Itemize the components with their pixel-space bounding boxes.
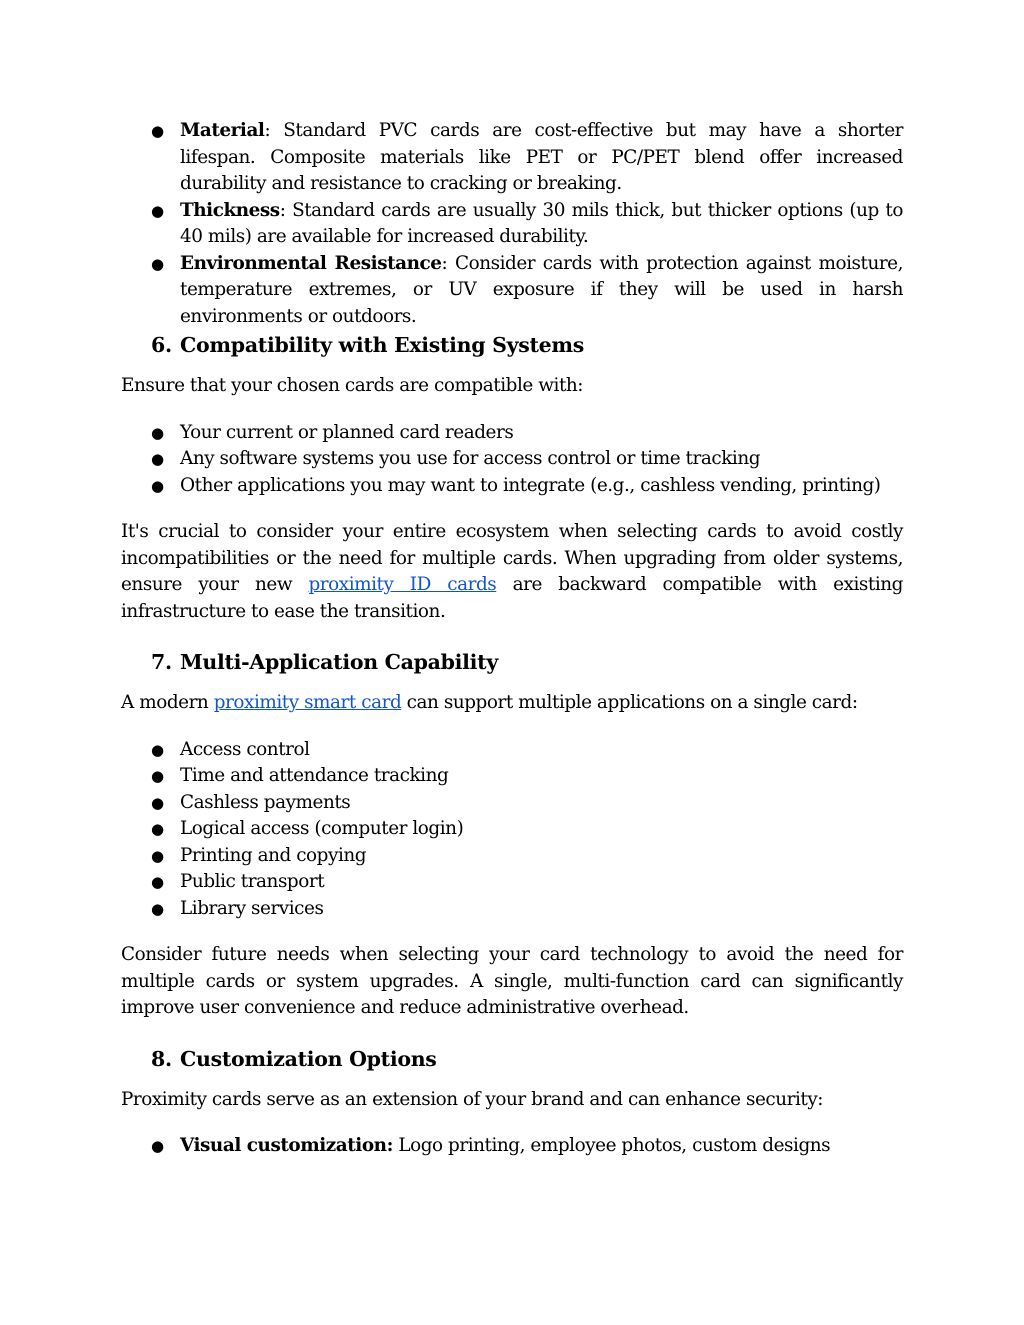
- list-item: [121, 446, 903, 473]
- list-item: [121, 843, 903, 870]
- list-item: [121, 198, 903, 251]
- section-6-intro: Ensure that your chosen cards are compatible with:: [121, 375, 584, 396]
- bullet-icon: ●: [151, 740, 164, 759]
- section-6-paragraph: [121, 519, 903, 625]
- bullet-icon: ●: [151, 873, 164, 891]
- list-item-text: Access control: [180, 738, 310, 760]
- bullet-icon: ●: [151, 122, 164, 140]
- paragraph-text: A modern: [121, 692, 214, 713]
- list-item: [121, 790, 903, 817]
- section-7-intro: [121, 690, 903, 717]
- section-number: 6.: [151, 333, 172, 357]
- list-item: [121, 869, 903, 896]
- bullet-icon: ●: [151, 201, 164, 220]
- paragraph-text: can support multiple applications on a single card:: [401, 692, 858, 713]
- list-item-text: : Standard PVC cards are cost-effective but may have a shorter lifespan. Composite materials like PET or PC/PET blend offer increased durability and resistance to cracking or breaking.: [180, 120, 903, 194]
- bullet-icon: ●: [151, 423, 164, 442]
- list-item-text: Time and attendance tracking: [180, 765, 449, 786]
- document-page: [121, 118, 903, 1160]
- section-title: Customization Options: [180, 1046, 437, 1071]
- proximity-id-cards-link[interactable]: proximity ID cards: [308, 574, 497, 595]
- section-7-heading: [121, 647, 903, 677]
- list-item-text: : Consider cards with protection against moisture, temperature extremes, or UV exposure if they will be used in harsh environments or outdoors.: [180, 252, 904, 327]
- list-item-text: Cashless payments: [180, 791, 351, 813]
- bullet-icon: ●: [151, 846, 164, 865]
- paragraph-text: It's crucial to consider your entire ecosystem when selecting cards to avoid costly incompatibilities or the need for multiple cards. When upgrading from older systems, ensure your new: [121, 521, 903, 595]
- list-item: [121, 118, 903, 198]
- section-title: Compatibility with Existing Systems: [180, 333, 585, 357]
- section-number: 7.: [151, 650, 172, 674]
- bullet-icon: ●: [151, 899, 164, 918]
- list-item-label: Visual customization:: [180, 1135, 393, 1156]
- list-item-text: Your current or planned card readers: [180, 421, 514, 443]
- list-item-text: Library services: [180, 897, 324, 919]
- list-item-label: Environmental Resistance: [180, 252, 442, 274]
- list-item-text: : Standard cards are usually 30 mils thick, but thicker options (up to 40 mils) are available for increased durability.: [180, 199, 903, 247]
- section-7-list: [121, 737, 903, 923]
- section-8-list: [121, 1133, 903, 1160]
- list-item-text: Public transport: [180, 871, 325, 892]
- list-item: [121, 251, 903, 331]
- bullet-icon: ●: [151, 450, 164, 468]
- list-item-text: Any software systems you use for access control or time tracking: [180, 448, 761, 469]
- list-item: [121, 816, 903, 843]
- list-item: [121, 1133, 903, 1160]
- list-item: [121, 737, 903, 764]
- bullet-icon: ●: [151, 820, 164, 838]
- list-item-text: Printing and copying: [180, 844, 367, 866]
- list-item-text: Logo printing, employee photos, custom designs: [392, 1135, 831, 1156]
- list-item-label: Thickness: [180, 199, 280, 221]
- section-8-heading: [121, 1044, 903, 1074]
- section-8-intro: Proximity cards serve as an extension of your brand and can enhance security:: [121, 1088, 824, 1110]
- list-item: [121, 473, 903, 500]
- bullet-icon: ●: [151, 767, 164, 785]
- durability-list: [121, 118, 903, 330]
- bullet-icon: ●: [151, 476, 164, 495]
- section-6-list: [121, 420, 903, 500]
- proximity-smart-card-link[interactable]: proximity smart card: [213, 692, 402, 713]
- list-item: [121, 420, 903, 447]
- bullet-icon: ●: [151, 254, 164, 273]
- section-7-paragraph: Consider future needs when selecting your card technology to avoid the need for multiple cards or system upgrades. A single, multi-function card can significantly improve user convenience and reduce administrative overhead.: [121, 944, 903, 1018]
- section-number: 8.: [151, 1046, 172, 1071]
- paragraph-text: are backward compatible with existing infrastructure to ease the transition.: [121, 574, 903, 622]
- list-item-text: Other applications you may want to integrate (e.g., cashless vending, printing): [180, 474, 881, 496]
- section-title: Multi-Application Capability: [180, 650, 498, 674]
- section-6-heading: [121, 330, 903, 360]
- list-item: [121, 763, 903, 790]
- list-item-label: Material: [180, 120, 265, 141]
- bullet-icon: ●: [151, 793, 164, 812]
- list-item: [121, 896, 903, 923]
- bullet-icon: ●: [151, 1137, 164, 1155]
- list-item-text: Logical access (computer login): [180, 818, 464, 839]
